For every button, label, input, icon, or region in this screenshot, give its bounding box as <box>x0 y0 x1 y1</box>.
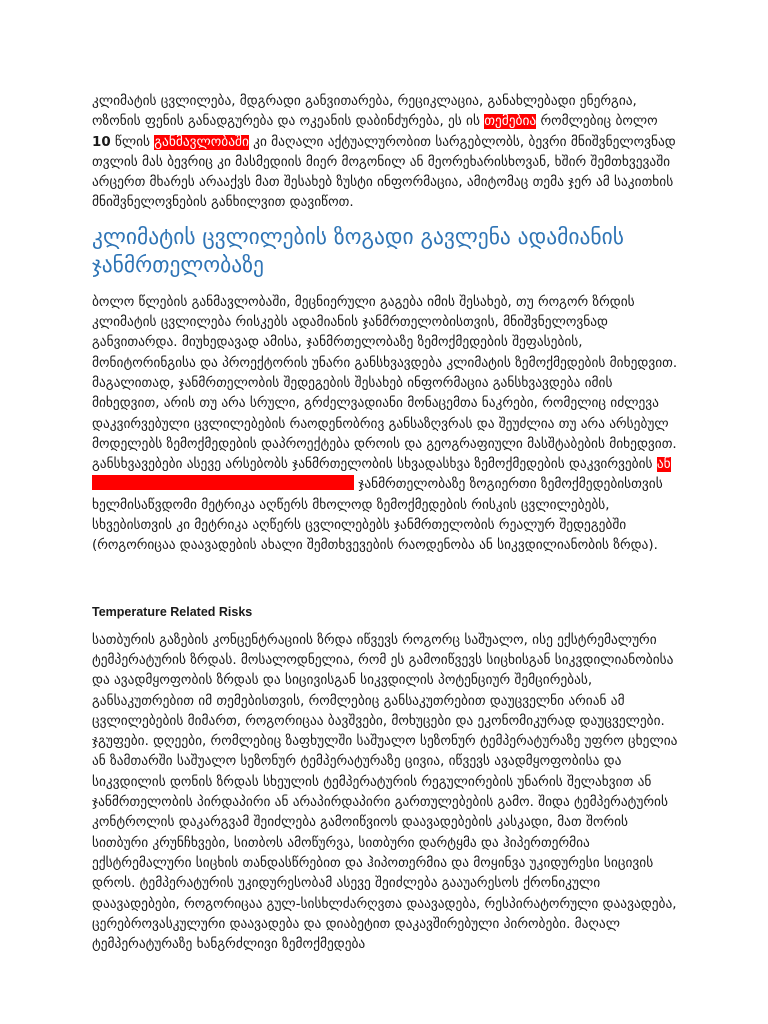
highlighted-word: ან <box>656 457 671 473</box>
section1-text-1: ბოლო წლების განმავლობაში, მეცნიერული გაგება იმის შესახებ, თუ როგორ ზრდის კლიმატის ცვლილება რისკებს ადამიანის ჯანმრთელობისთვის, მნიშვნელოვნად განვითარდა. მიუხედავად ამისა, ჯანმრთელობაზე ზემოქმედების შეფასების, მონიტორინგისა და პროექტორის უნარი განსხვავდება კლიმატის ზემოქმედების მიხედვით. მაგალითად, ჯანმრთელობის შედეგების შესახებ ინფორმაცია განსხვავდება იმის მიხედვით, არის თუ არა სრული, გრძელვადიანი მონაცემთა ნაკრები, რომელიც იძლევა დაკვირვებული ცვლილებების რაოდენობრივ განსაზღვრას და შეუძლია თუ არა არსებულ მოდელებს ზემოქმედების დაპროექტება დროის და გეოგრაფიული მასშტაბების მიხედვით. განსხვავებები ასევე არსებობს ჯანმრთელობის სხვადასხვა ზემოქმედების დაკვირვების <box>92 294 678 473</box>
section1-text-2: ჯანმრთელობაზე ზოგიერთი ზემოქმედებისთვის ხელმისაწვდომი მეტრიკა აღწერს მხოლოდ ზემოქმედების რისკის ცვლილებებს, სხვებისთვის კი მეტრიკა აღწერს ცვლილებებს ჯანმრთელობის რეალურ შედეგებში (როგორიცაა დაავადების ახალი შემთხვევების რაოდენობა ან სიკვდილიანობის ზრდა). <box>92 477 663 554</box>
highlight-block <box>92 475 354 490</box>
intro-text-4: კი მაღალი აქტუალურობით სარგებლობს, ბევრი მნიშვნელოვნად თვლის მას ბევრიც კი მასმედიის მიერ მოგონილ ან მეორეხარისხოვან, ხშირ შემთხვევაში არცერთ მხარეს არააქვს მათ შესახებ ზუსტი ინფორმაცია, ამიტომაც თემა ჯერ ამ საკითხის მნიშვნელოვნების განხილვით დავიწოთ. <box>92 134 676 211</box>
intro-text-1: კლიმატის ცვლილება, მდგრადი განვითარება, რეციკლაცია, განახლებადი ენერგია, ოზონის ფენის განადგურება და ოკეანის დაბინძურება, ეს ის <box>92 94 637 130</box>
intro-text-3: წლის <box>110 134 155 150</box>
highlighted-word: თემებია <box>484 114 537 130</box>
intro-number: 10 <box>92 134 111 150</box>
section1-paragraph <box>92 293 678 557</box>
section-heading: კლიმატის ცვლილების ზოგადი გავლენა ადამიანის ჯანმრთელობაზე <box>92 224 624 278</box>
highlighted-word: განმავლობაში <box>154 134 249 150</box>
intro-text-2: რომლებიც ბოლო <box>536 114 658 130</box>
document-page <box>92 92 678 955</box>
subsection-heading: Temperature Related Risks <box>92 604 253 619</box>
section2-paragraph: სათბურის გაზების კონცენტრაციის ზრდა იწვევს როგორც საშუალო, ისე ექსტრემალური ტემპერატურის ზრდას. მოსალოდნელია, რომ ეს გამოიწვევს სიცხისგან სიკვდილიანობისა და ავადმყოფობის ზრდას და სიცივისგან სიკვდილის პოტენციურ შემცირებას, განსაკუთრებით იმ თემებისთვის, რომლებიც განსაკუთრებით დაუცველნი არიან ამ ცვლილებების მიმართ, როგორიცაა ბავშვები, მოხუცები და ეკონომიკურად დაუცველები. ჯგუფები. დღეები, რომლებიც ზაფხულში საშუალო სეზონურ ტემპერატურაზე უფრო ცხელია ან ზამთარში საშუალო სეზონურ ტემპერატურაზე ცივია, იწვევს ავადმყოფობისა და სიკვდილის დონის ზრდას სხეულის ტემპერატურის რეგულირების უნარის შელახვით ან ჯანმრთელობის პირდაპირი ან არაპირდაპირი გართულებების გამო. შიდა ტემპერატურის კონტროლის დაკარგვამ შეიძლება გამოიწვიოს დაავადებების კასკადი, მათ შორის სითბური კრუნჩხვები, სითბოს ამოწურვა, სითბური დარტყმა და ჰიპერთერმია ექსტრემალური სიცხის თანდასწრებით და ჰიპოთერმია და მოყინვა უკიდურესი სიცივის დროს. ტემპერატურის უკიდურესობამ ასევე შეიძლება გააუარესოს ქრონიკული დაავადებები, როგორიცაა გულ-სისხლძარღვთა დაავადება, რესპირატორული დაავადება, ცერებროვასკულური დაავადება და დიაბეტით დაკავშირებული პირობები. მაღალ ტემპერატურაზე ხანგრძლივი ზემოქმედება <box>92 632 678 953</box>
intro-paragraph <box>92 92 678 214</box>
